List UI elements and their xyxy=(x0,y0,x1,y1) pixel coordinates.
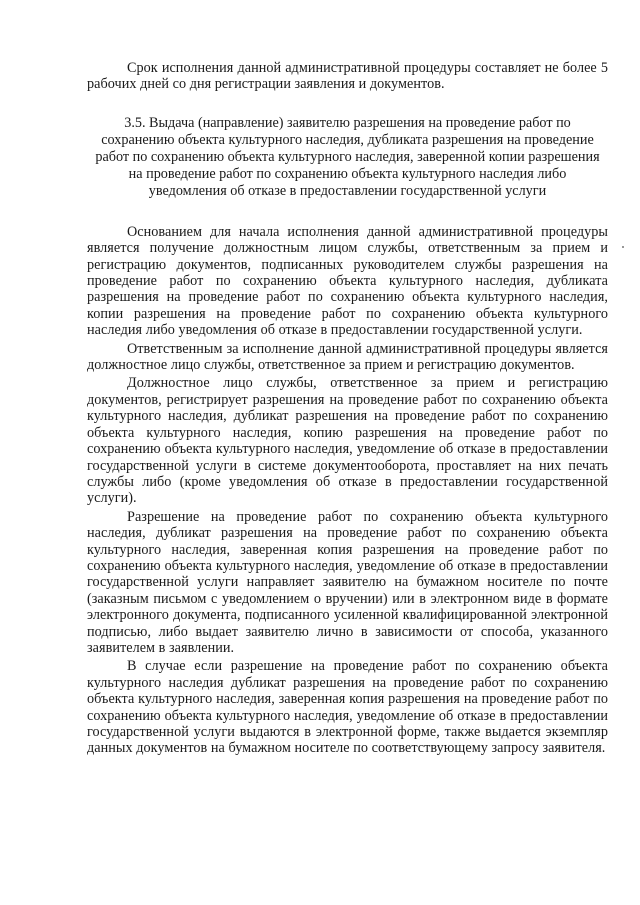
intro-paragraph: Срок исполнения данной административной процедуры составляет не более 5 рабочих дней со дня регистрации заявления и документов. xyxy=(87,60,608,93)
section-heading: 3.5. Выдача (направление) заявителю разрешения на проведение работ по сохранению объекта культурного наследия, дубликата разрешения на проведение работ по сохранению объекта культурного наследия, заверенной копии разрешения на проведение работ по сохранению объекта культурного наследия либо уведомления об отказе в предоставлении государственной услуги xyxy=(95,114,600,199)
scan-speck xyxy=(622,246,624,248)
paragraph-electronic-form: В случае если разрешение на проведение работ по сохранению объекта культурного наследия дубликат разрешения на проведение работ по сохранению объекта культурного наследия, заверенная копия разрешения на проведение работ по сохранению объекта культурного наследия, уведомление об отказе в предоставлении государственной услуги выдаются в электронной форме, также выдается экземпляр данных документов на бумажном носителе по соответствующему запросу заявителя. xyxy=(87,658,608,757)
paragraph-registration: Должностное лицо службы, ответственное за прием и регистрацию документов, регистрирует разрешения на проведение работ по сохранению объекта культурного наследия, дубликат разрешения на проведение работ по сохранению объекта культурного наследия, копию разрешения на проведение работ по сохранению объекта культурного наследия, уведомление об отказе в предоставлении государственной услуги в системе документооборота, проставляет на них печать службы либо (кроме уведомления об отказе в предоставлении государственной услуги). xyxy=(87,375,608,507)
paragraph-delivery: Разрешение на проведение работ по сохранению объекта культурного наследия, дубликат разрешения на проведение работ по сохранению объекта культурного наследия, заверенная копия разрешения на проведение работ по сохранению объекта культурного наследия, уведомление об отказе в предоставлении государственной услуги направляет заявителю на бумажном носителе по почте (заказным письмом с уведомлением о вручении) или в электронном виде в формате электронного документа, подписанного усиленной квалифицированной электронной подписью, либо выдает заявителю лично в зависимости от способа, указанного заявителем в заявлении. xyxy=(87,508,608,656)
document-page xyxy=(87,60,608,757)
paragraph-responsible: Ответственным за исполнение данной административной процедуры является должностное лицо службы, ответственное за прием и регистрацию документов. xyxy=(87,340,608,374)
paragraph-basis: Основанием для начала исполнения данной административной процедуры является получение должностным лицом службы, ответственным за прием и регистрацию документов, подписанных руководителем службы разрешения на проведение работ по сохранению объекта культурного наследия, дубликата разрешения на проведение работ по сохранению объекта культурного наследия, копии разрешения на проведение работ по сохранению объекта культурного наследия либо уведомления об отказе в предоставлении государственной услуги. xyxy=(87,223,608,339)
